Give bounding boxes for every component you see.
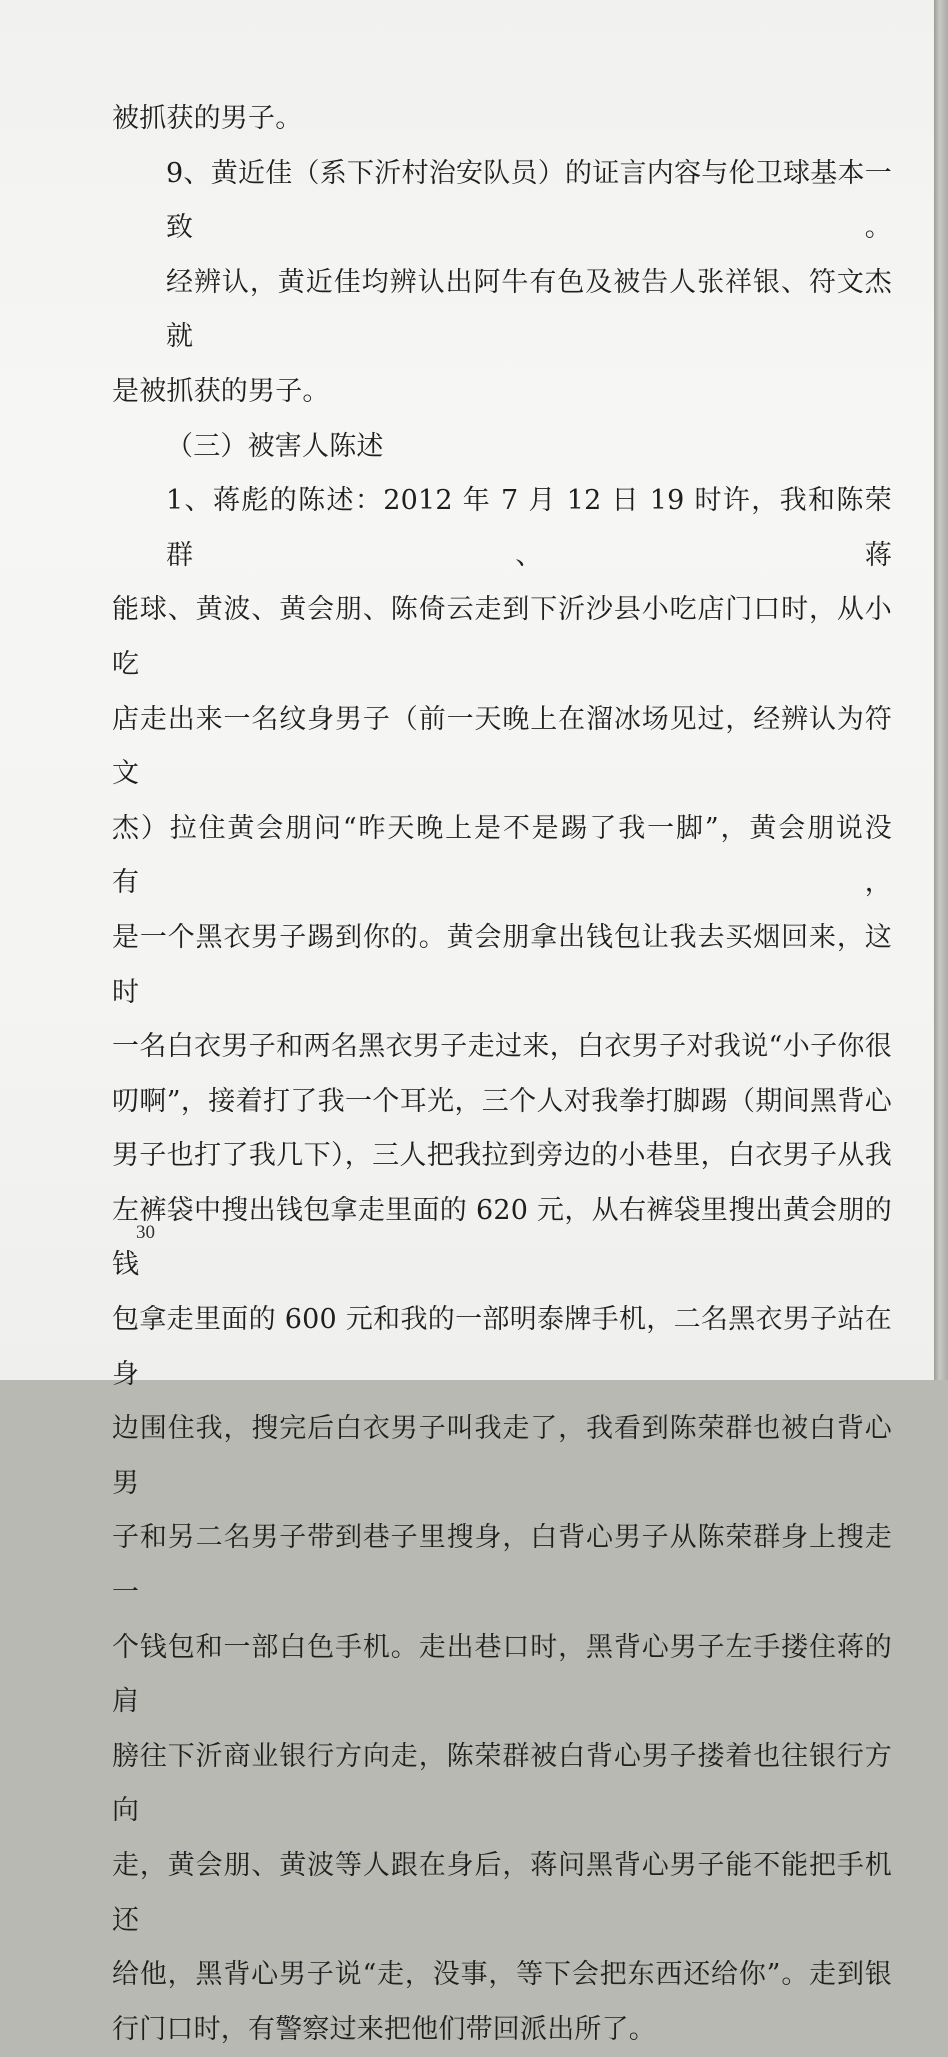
section-heading: （三）被害人陈述 [166,430,384,462]
text-line: 能球、黄波、黄会朋、陈倚云走到下沂沙县小吃店门口时，从小吃 [112,594,892,680]
text-line: 左裤袋中搜出钱包拿走里面的 620 元，从右裤袋里搜出黄会朋的钱 [112,1194,892,1281]
text-line: 是被抓获的男子。 [112,375,330,407]
text-line: 店走出来一名纹身男子（前一天晚上在溜冰场见过，经辨认为符文 [112,703,892,790]
body-text [112,92,892,2057]
text-line: 男子也打了我几下），三人把我拉到旁边的小巷里，白衣男子从我 [112,1140,892,1172]
text-line: 走，黄会朋、黄波等人跟在身后，蒋问黑背心男子能不能把手机还 [112,1850,892,1936]
text-line: 行门口时，有警察过来把他们带回派出所了。 [112,2013,656,2045]
text-line: 杰）拉住黄会朋问“昨天晚上是不是踢了我一脚”，黄会朋说没有， [112,812,892,899]
text-line: 一名白衣男子和两名黑衣男子走过来，白衣男子对我说“小子你很 [112,1031,892,1063]
text-line: 子和另二名男子带到巷子里搜身，白背心男子从陈荣群身上搜走一 [112,1522,892,1609]
text-line: 被抓获的男子。 [112,103,303,134]
text-line: 膀往下沂商业银行方向走，陈荣群被白背心男子搂着也往银行方向 [112,1740,892,1827]
text-line: 叨啊”，接着打了我一个耳光，三个人对我拳打脚踢（期间黑背心 [112,1085,892,1117]
text-line: 给他，黑背心男子说“走，没事，等下会把东西还给你”。走到银 [112,1959,892,1991]
text-line: 9、黄近佳（系下沂村治安队员）的证言内容与伦卫球基本一致。 [166,157,892,244]
text-line: 是一个黑衣男子踢到你的。黄会朋拿出钱包让我去买烟回来，这时 [112,921,892,1008]
page-number: 30 [136,1222,155,1243]
page-edge-shadow [934,0,948,1380]
text-line: 经辨认，黄近佳均辨认出阿牛有色及被告人张祥银、符文杰就 [166,266,892,353]
text-line: 包拿走里面的 600 元和我的一部明泰牌手机，二名黑衣男子站在身 [112,1304,892,1390]
text-line: 个钱包和一部白色手机。走出巷口时，黑背心男子左手搂住蒋的肩 [112,1631,892,1718]
text-line: 边围住我，搜完后白衣男子叫我走了，我看到陈荣群也被白背心男 [112,1413,892,1499]
text-line: 1、蒋彪的陈述：2012 年 7 月 12 日 19 时许，我和陈荣群、蒋 [166,485,892,571]
